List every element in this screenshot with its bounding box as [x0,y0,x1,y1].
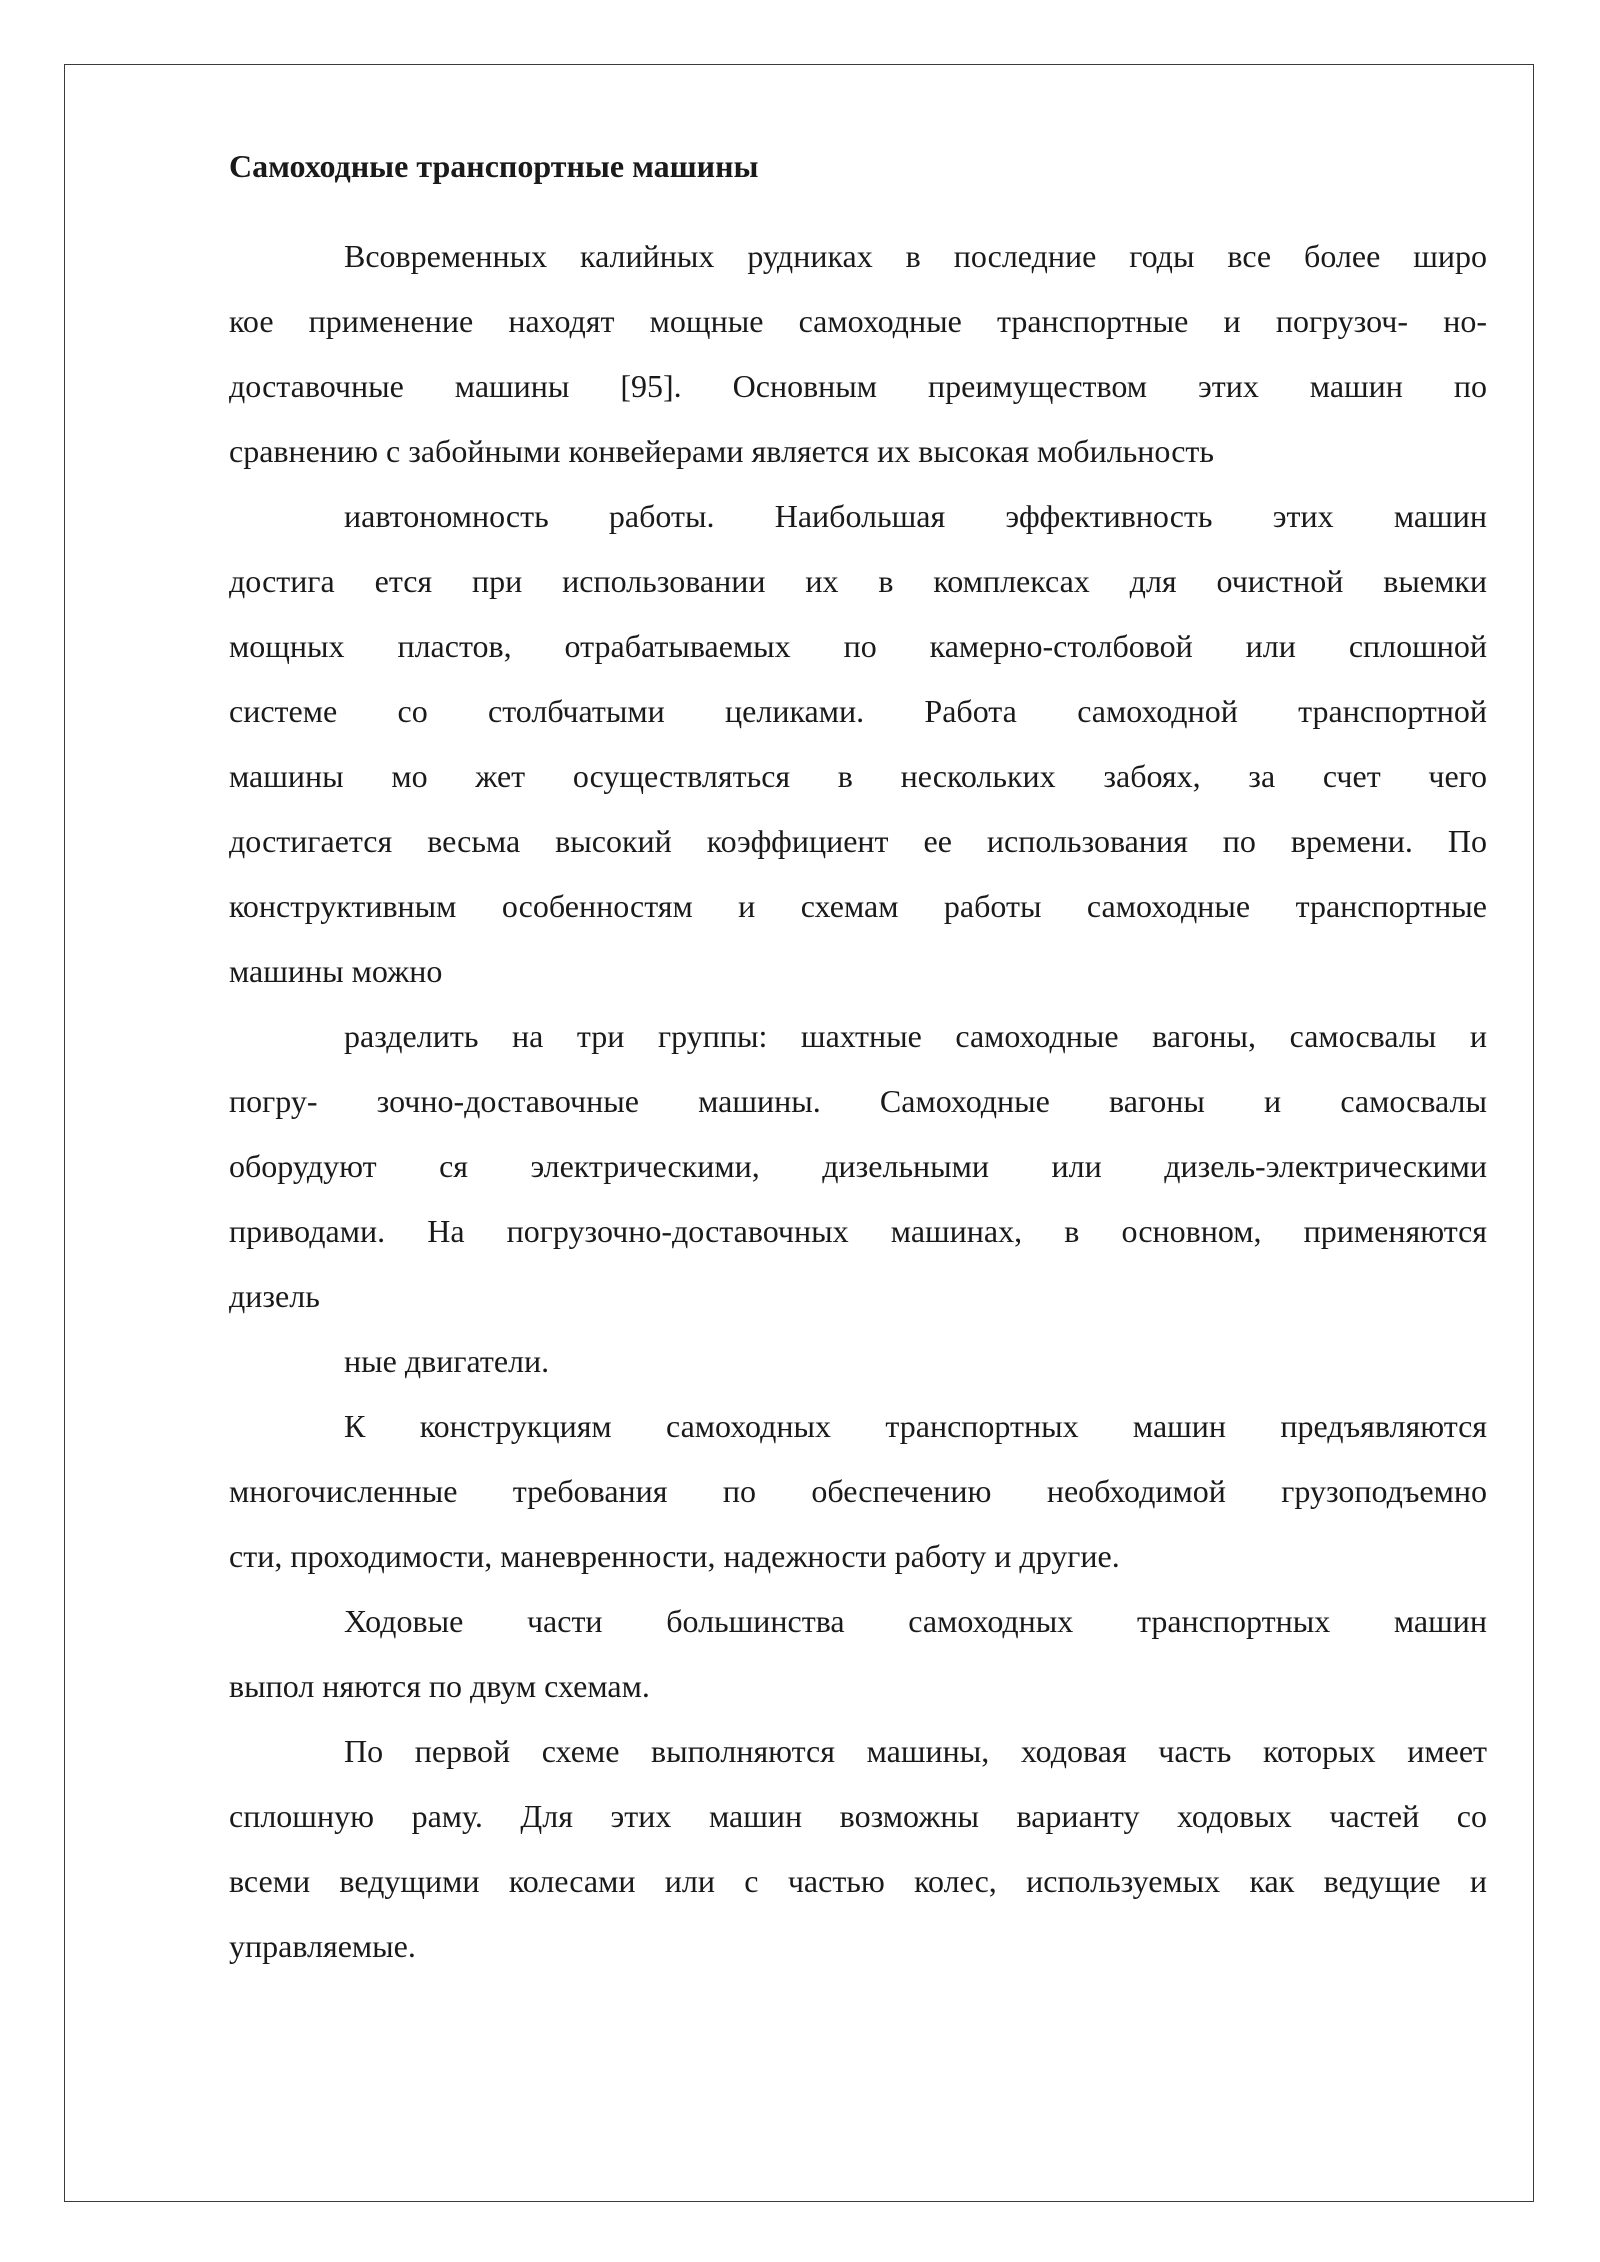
text-line: машины можно [229,953,443,989]
text-line: приводами. На погрузочно-доставочных машинах, в основном, применяются [229,1213,1487,1249]
text-line: многочисленные требования по обеспечению необходимой грузоподъемно [229,1473,1487,1509]
text-line: машины мо жет осуществляться в нескольких забоях, за счет чего [229,758,1487,794]
text-line: оборудуют ся электрическими, дизельными или дизель-электрическими [229,1148,1487,1184]
text-line: мощных пластов, отрабатываемых по камерно-столбовой или сплошной [229,628,1487,664]
text-line: ные двигатели. [344,1343,550,1379]
text-line: конструктивным особенностям и схемам работы самоходные транспортные [229,888,1487,924]
text-line: Всовременных калийных рудниках в последние годы все более широ [344,238,1487,274]
text-line: сплошную раму. Для этих машин возможны варианту ходовых частей со [229,1798,1487,1834]
text-line: дизель [229,1278,320,1314]
text-line: разделить на три группы: шахтные самоходные вагоны, самосвалы и [344,1018,1487,1054]
text-line: Ходовые части большинства самоходных транспортных машин [344,1603,1487,1639]
text-line: сравнению с забойными конвейерами является их высокая мобильность [229,433,1214,469]
document-title: Самоходные транспортные машины [229,148,759,184]
text-line: выпол няются по двум схемам. [229,1668,650,1704]
text-line: достига ется при использовании их в комплексах для очистной выемки [229,563,1487,599]
text-line: К конструкциям самоходных транспортных машин предъявляются [344,1408,1487,1444]
text-line: управляемые. [229,1928,416,1964]
text-line: иавтономность работы. Наибольшая эффективность этих машин [344,498,1487,534]
text-line: системе со столбчатыми целиками. Работа самоходной транспортной [229,693,1487,729]
text-line: погру- зочно-доставочные машины. Самоходные вагоны и самосвалы [229,1083,1487,1119]
text-line: По первой схеме выполняются машины, ходовая часть которых имеет [344,1733,1487,1769]
text-line: доставочные машины [95]. Основным преимуществом этих машин по [229,368,1487,404]
text-line: сти, проходимости, маневренности, надежности работу и другие. [229,1538,1120,1574]
text-line: достигается весьма высокий коэффициент ее использования по времени. По [229,823,1487,859]
text-line: всеми ведущими колесами или с частью колес, используемых как ведущие и [229,1863,1487,1899]
text-line: кое применение находят мощные самоходные транспортные и погрузоч- но- [229,303,1487,339]
